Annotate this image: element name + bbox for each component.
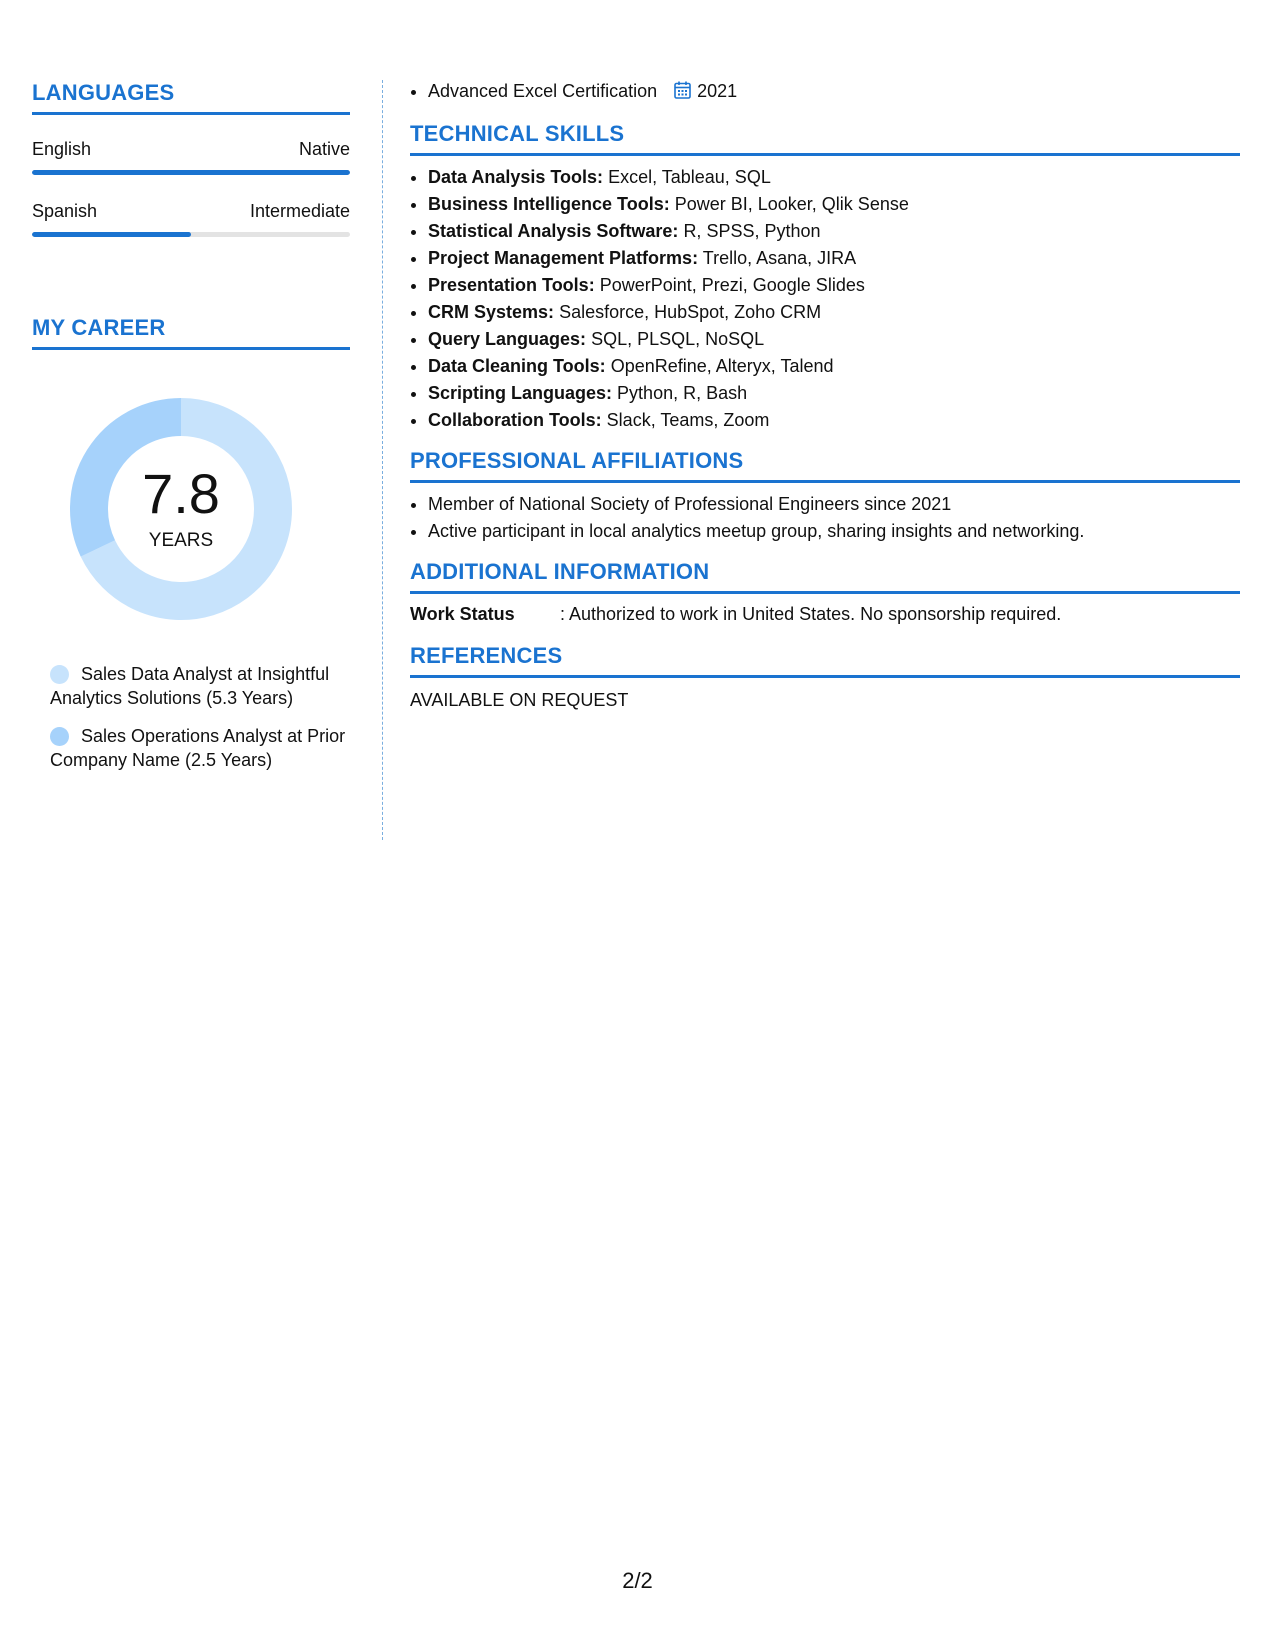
legend-item [50, 662, 350, 710]
technical-skills-list [410, 164, 1240, 434]
language-proficiency-bar [32, 232, 350, 237]
career-legend [50, 662, 350, 772]
left-column [32, 80, 350, 786]
career-title: MY CAREER [32, 315, 350, 350]
skill-item [428, 326, 1240, 353]
affiliation-item: • Member of National Society of Professional Engineers since 2021 [428, 491, 1240, 518]
language-proficiency-bar [32, 170, 350, 175]
skill-label: CRM Systems: [428, 302, 555, 322]
skill-item [428, 353, 1240, 380]
language-english [32, 139, 350, 175]
skill-item [428, 191, 1240, 218]
column-divider [382, 80, 383, 840]
skill-label: Project Management Platforms: [428, 248, 699, 268]
work-status-value: : Authorized to work in United States. No sponsorship required. [560, 604, 1062, 624]
certification-item [428, 78, 1240, 107]
skill-label: Data Cleaning Tools: [428, 356, 606, 376]
legend-dot-icon [50, 665, 69, 684]
skill-label: Query Languages: [428, 329, 587, 349]
references-title: REFERENCES [410, 643, 1240, 678]
skill-value: Trello, Asana, JIRA [702, 248, 857, 268]
legend-label: Sales Operations Analyst at Prior Company Name (2.5 Years) [50, 726, 346, 770]
right-column [410, 78, 1240, 711]
career-total-years: 7.8 [142, 462, 220, 525]
calendar-icon [674, 80, 691, 107]
certification-list [410, 78, 1240, 107]
certification-year: 2021 [697, 81, 738, 101]
legend-dot-icon [50, 727, 69, 746]
skill-value: PowerPoint, Prezi, Google Slides [599, 275, 865, 295]
skill-label: Collaboration Tools: [428, 410, 602, 430]
skill-value: Salesforce, HubSpot, Zoho CRM [559, 302, 822, 322]
language-spanish [32, 201, 350, 237]
work-status-label: Work Status [410, 604, 515, 624]
donut-center [66, 394, 296, 624]
career-donut-chart [66, 394, 296, 624]
skill-item [428, 272, 1240, 299]
language-level: Native [298, 139, 350, 159]
affiliations-list [410, 491, 1240, 545]
skill-label: Presentation Tools: [428, 275, 595, 295]
skill-value: OpenRefine, Alteryx, Talend [610, 356, 834, 376]
skill-item [428, 218, 1240, 245]
skill-item [428, 164, 1240, 191]
certification-name: Advanced Excel Certification [428, 81, 658, 101]
skill-item [428, 380, 1240, 407]
skill-label: Business Intelligence Tools: [428, 194, 670, 214]
languages-title: LANGUAGES [32, 80, 350, 115]
skill-value: Power BI, Looker, Qlik Sense [674, 194, 909, 214]
page-number: 2/2 [622, 1568, 653, 1593]
skill-value: Excel, Tableau, SQL [608, 167, 771, 187]
additional-info-title: ADDITIONAL INFORMATION [410, 559, 1240, 594]
references-text: AVAILABLE ON REQUEST [410, 690, 629, 710]
language-proficiency-fill [32, 232, 191, 237]
career-years-unit: YEARS [148, 530, 214, 551]
work-status-row [410, 604, 1240, 625]
skill-label: Statistical Analysis Software: [428, 221, 679, 241]
language-name: English [32, 139, 92, 159]
language-level: Intermediate [249, 201, 350, 221]
language-name: Spanish [32, 201, 98, 221]
skill-label: Data Analysis Tools: [428, 167, 604, 187]
skill-item [428, 407, 1240, 434]
skill-item [428, 245, 1240, 272]
skill-value: R, SPSS, Python [683, 221, 821, 241]
legend-label: Sales Data Analyst at Insightful Analytics Solutions (5.3 Years) [50, 664, 330, 708]
skill-item [428, 299, 1240, 326]
language-proficiency-fill [32, 170, 350, 175]
technical-skills-title: TECHNICAL SKILLS [410, 121, 1240, 156]
affiliations-title: PROFESSIONAL AFFILIATIONS [410, 448, 1240, 483]
skill-value: SQL, PLSQL, NoSQL [591, 329, 765, 349]
skill-value: Python, R, Bash [617, 383, 748, 403]
skill-value: Slack, Teams, Zoom [606, 410, 770, 430]
legend-item [50, 724, 350, 772]
skill-label: Scripting Languages: [428, 383, 613, 403]
career-section [32, 315, 350, 772]
affiliation-item: • Active participant in local analytics meetup group, sharing insights and networking. [428, 518, 1240, 545]
